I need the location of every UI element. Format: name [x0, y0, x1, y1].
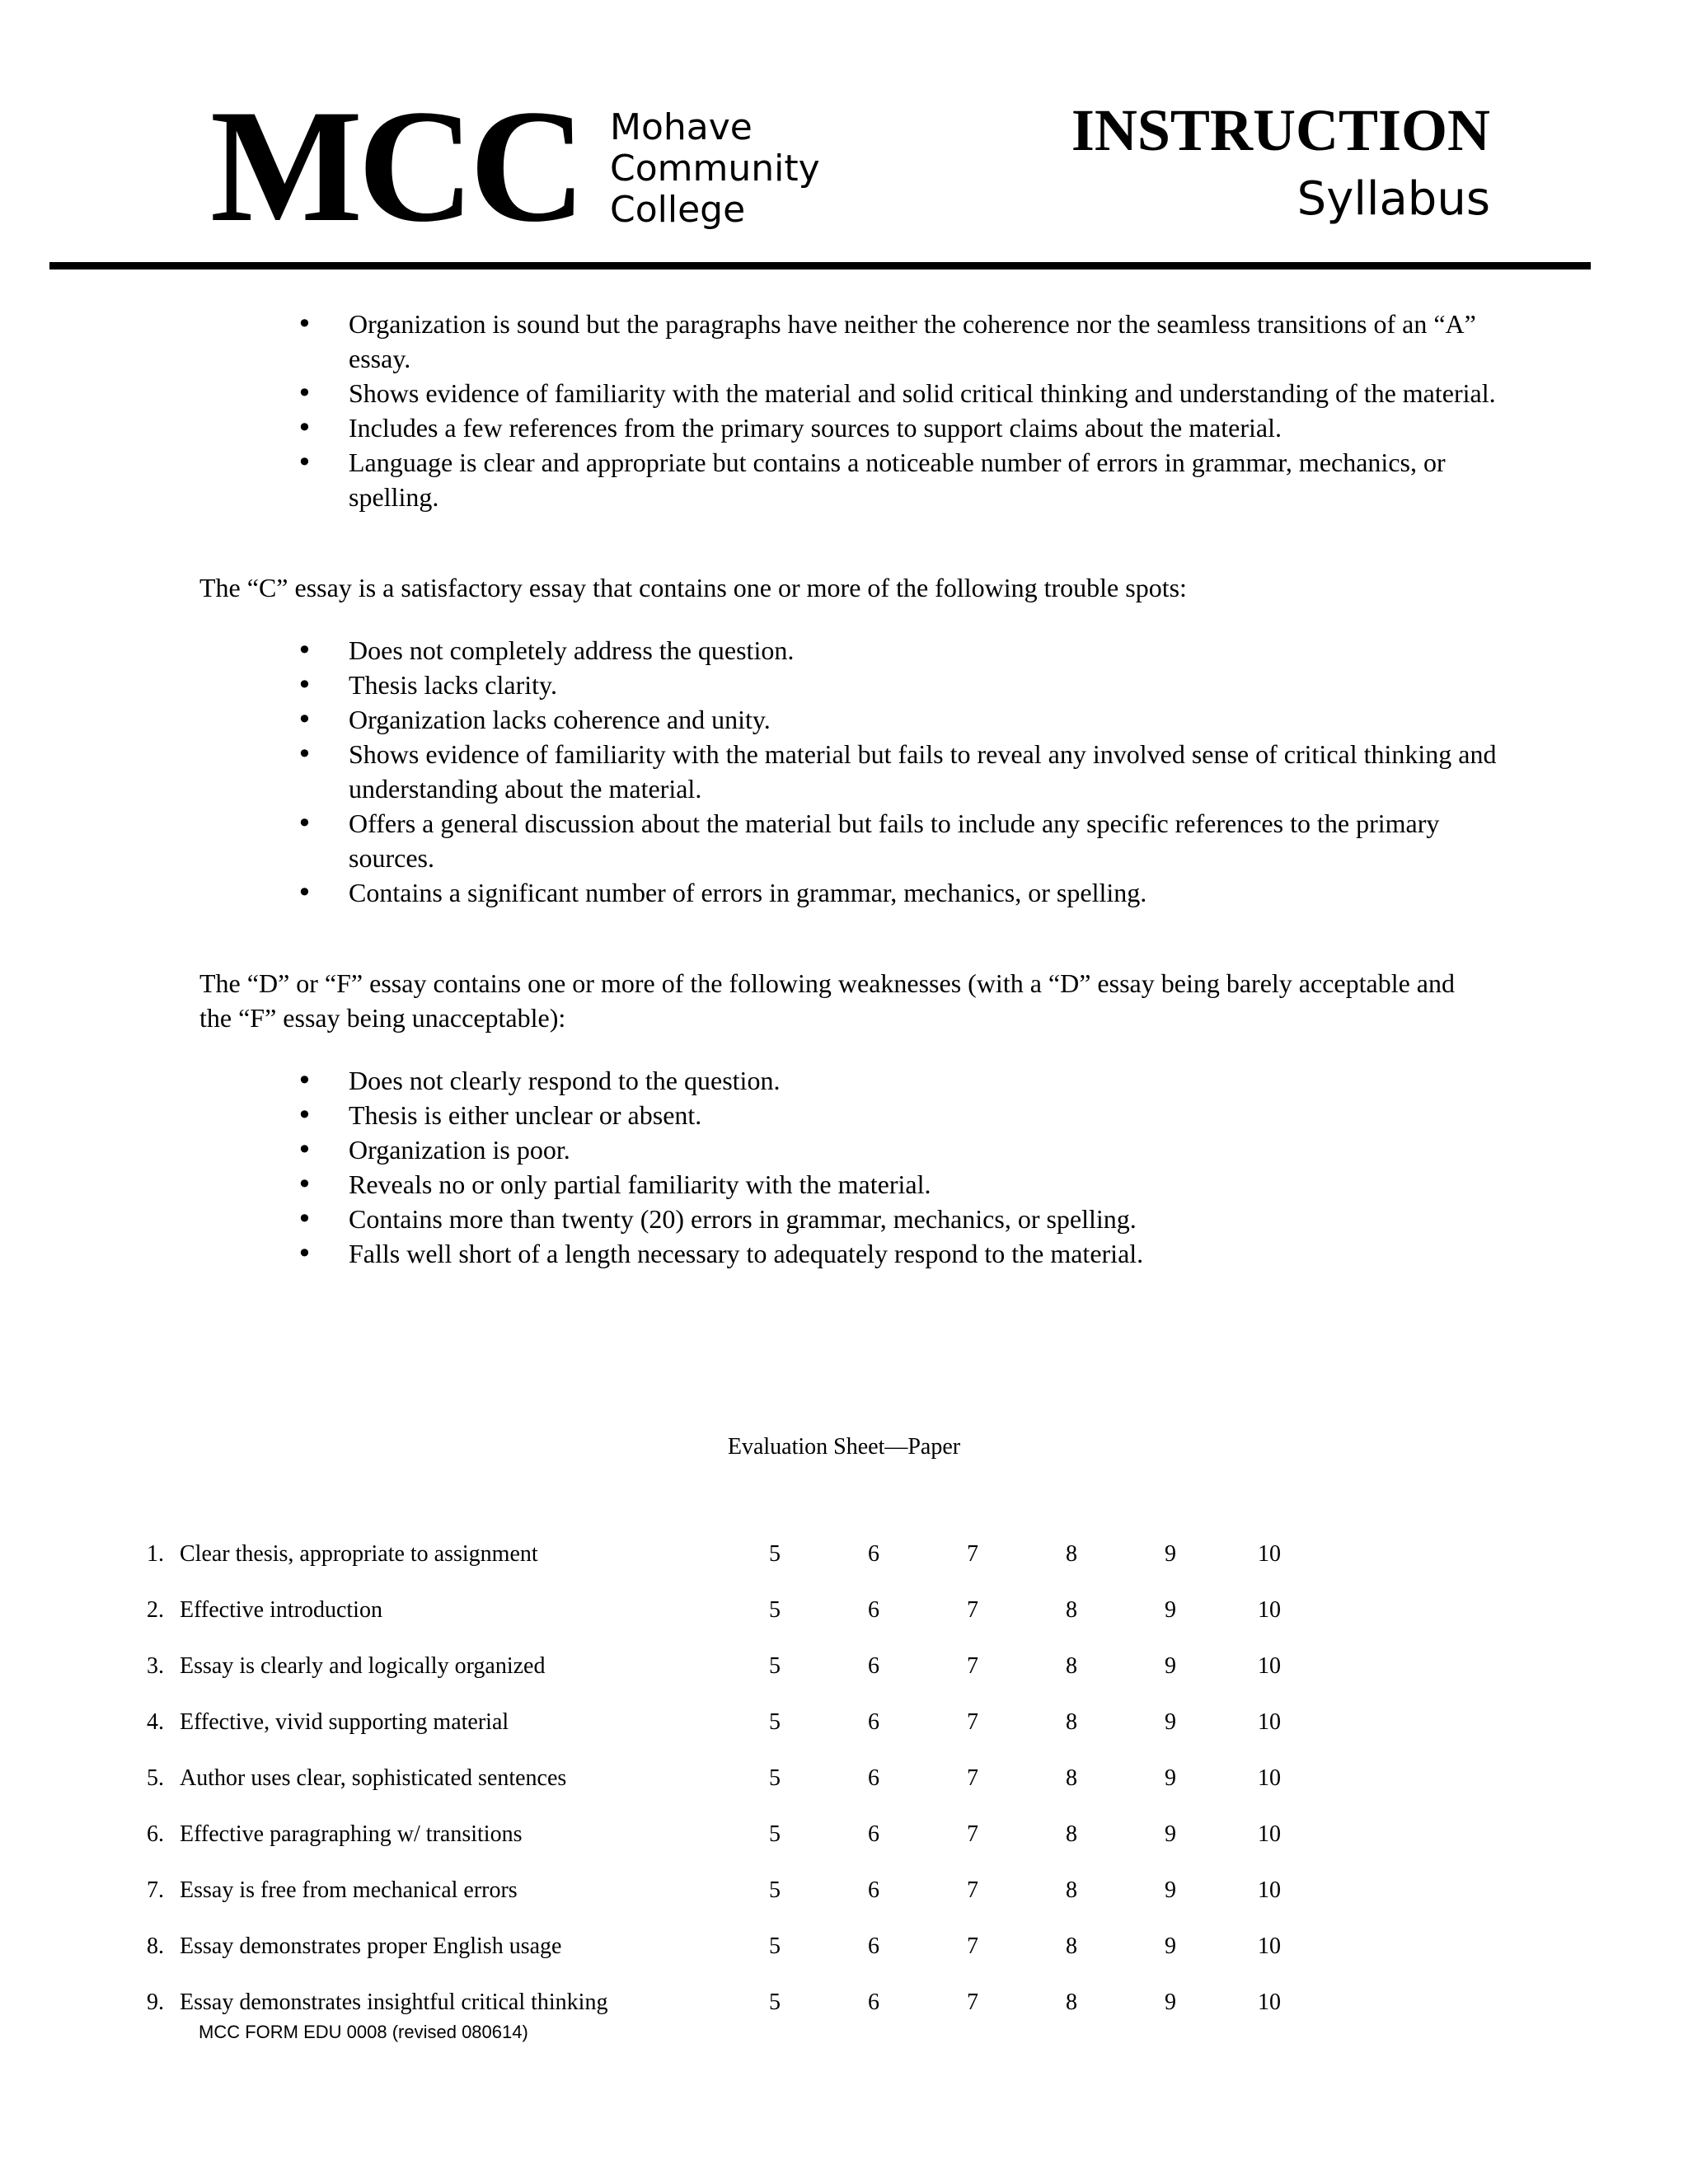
- b-criterion-item: [0, 410, 1500, 445]
- score-option: 7: [967, 1933, 978, 1959]
- score-option: 7: [967, 1709, 978, 1735]
- evaluation-item-label: Essay is free from mechanical errors: [180, 1877, 518, 1903]
- bullet-icon: •: [297, 1238, 312, 1269]
- score-option: 10: [1258, 1877, 1281, 1903]
- bullet-icon: •: [297, 877, 312, 908]
- score-option: 6: [868, 1709, 879, 1735]
- score-option: 8: [1066, 1541, 1077, 1567]
- b-criterion-text: Shows evidence of familiarity with the material and solid critical thinking and understanding of the material.: [349, 378, 1496, 408]
- evaluation-item-number: 1.: [147, 1541, 164, 1567]
- evaluation-item-label: Clear thesis, appropriate to assignment: [180, 1541, 538, 1567]
- c-criterion-item: [0, 633, 1500, 668]
- score-option: 6: [868, 1653, 879, 1679]
- df-criterion-item: [0, 1063, 1500, 1098]
- score-option: 8: [1066, 1765, 1077, 1791]
- score-option: 7: [967, 1821, 978, 1847]
- evaluation-item-number: 7.: [147, 1877, 164, 1903]
- score-option: 5: [769, 1597, 781, 1623]
- logo-name-line-1: Mohave: [610, 106, 753, 148]
- c-criterion-text: Does not completely address the question.: [349, 635, 795, 665]
- b-essay-criteria-list: [0, 307, 1500, 514]
- score-option: 9: [1165, 1933, 1176, 1959]
- df-essay-intro: The “D” or “F” essay contains one or more of the following weaknesses (with a “D” essay being barely acceptable and the “F” essay being unacceptable):: [199, 968, 1455, 1033]
- df-criterion-item: [0, 1098, 1500, 1132]
- score-option: 7: [967, 1597, 978, 1623]
- evaluation-row: [0, 1540, 1688, 1572]
- score-option: 8: [1066, 1821, 1077, 1847]
- bullet-icon: •: [297, 1134, 312, 1165]
- score-option: 5: [769, 1821, 781, 1847]
- score-option: 6: [868, 1597, 879, 1623]
- evaluation-item-number: 5.: [147, 1765, 164, 1791]
- bullet-icon: •: [297, 808, 312, 839]
- bullet-icon: •: [297, 412, 312, 443]
- score-option: 5: [769, 1709, 781, 1735]
- score-option: 5: [769, 1877, 781, 1903]
- score-option: 10: [1258, 1821, 1281, 1847]
- df-criterion-text: Thesis is either unclear or absent.: [349, 1100, 702, 1130]
- df-criterion-text: Contains more than twenty (20) errors in grammar, mechanics, or spelling.: [349, 1204, 1137, 1234]
- score-option: 7: [967, 1990, 978, 2015]
- score-option: 10: [1258, 1653, 1281, 1679]
- score-option: 8: [1066, 1877, 1077, 1903]
- df-criterion-item: [0, 1236, 1500, 1271]
- evaluation-item-number: 9.: [147, 1990, 164, 2015]
- evaluation-row: [0, 1596, 1688, 1629]
- c-criterion-text: Thesis lacks clarity.: [349, 670, 557, 700]
- score-option: 6: [868, 1541, 879, 1567]
- score-option: 9: [1165, 1765, 1176, 1791]
- evaluation-item-label: Essay demonstrates insightful critical thinking: [180, 1990, 608, 2015]
- b-criterion-text: Language is clear and appropriate but contains a noticeable number of errors in grammar, mechanics, or spelling.: [349, 448, 1446, 512]
- bullet-icon: •: [297, 308, 312, 340]
- c-criterion-text: Offers a general discussion about the material but fails to include any specific references to the primary sources.: [349, 808, 1440, 873]
- evaluation-item-label: Effective introduction: [180, 1597, 382, 1623]
- bullet-icon: •: [297, 1203, 312, 1235]
- header-divider: [49, 262, 1591, 269]
- evaluation-row: [0, 1876, 1688, 1909]
- score-option: 7: [967, 1765, 978, 1791]
- score-option: 10: [1258, 1597, 1281, 1623]
- b-criterion-text: Organization is sound but the paragraphs have neither the coherence nor the seamless transitions of an “A” essay.: [349, 309, 1476, 373]
- b-criterion-item: [0, 376, 1500, 410]
- score-option: 10: [1258, 1990, 1281, 2015]
- score-option: 6: [868, 1990, 879, 2015]
- evaluation-row: [0, 1652, 1688, 1685]
- score-option: 9: [1165, 1821, 1176, 1847]
- score-option: 10: [1258, 1933, 1281, 1959]
- bullet-icon: •: [297, 704, 312, 735]
- c-criterion-item: [0, 737, 1500, 806]
- logo-name-line-3: College: [610, 189, 746, 231]
- document-title: INSTRUCTION: [1071, 97, 1490, 163]
- evaluation-row: [0, 1988, 1688, 2021]
- evaluation-item-label: Essay demonstrates proper English usage: [180, 1933, 562, 1959]
- score-option: 6: [868, 1933, 879, 1959]
- evaluation-item-number: 2.: [147, 1597, 164, 1623]
- evaluation-row: [0, 1764, 1688, 1797]
- bullet-icon: •: [297, 635, 312, 666]
- logo-name-line-2: Community: [610, 148, 820, 190]
- score-option: 8: [1066, 1709, 1077, 1735]
- c-criterion-text: Organization lacks coherence and unity.: [349, 705, 771, 734]
- score-option: 7: [967, 1877, 978, 1903]
- c-criterion-text: Shows evidence of familiarity with the material but fails to reveal any involved sense of critical thinking and understanding about the material.: [349, 739, 1497, 804]
- bullet-icon: •: [297, 447, 312, 478]
- evaluation-item-label: Effective, vivid supporting material: [180, 1709, 509, 1735]
- c-essay-criteria-list: [0, 633, 1500, 910]
- score-option: 8: [1066, 1933, 1077, 1959]
- df-criterion-item: [0, 1202, 1500, 1236]
- evaluation-item-label: Essay is clearly and logically organized: [180, 1653, 546, 1679]
- bullet-icon: •: [297, 738, 312, 770]
- score-option: 9: [1165, 1597, 1176, 1623]
- form-identifier: MCC FORM EDU 0008 (revised 080614): [199, 2022, 528, 2042]
- c-criterion-item: [0, 806, 1500, 875]
- c-criterion-text: Contains a significant number of errors in grammar, mechanics, or spelling.: [349, 878, 1147, 907]
- evaluation-row: [0, 1708, 1688, 1741]
- score-option: 10: [1258, 1765, 1281, 1791]
- b-criterion-item: [0, 445, 1500, 514]
- score-option: 9: [1165, 1541, 1176, 1567]
- c-essay-intro: The “C” essay is a satisfactory essay that contains one or more of the following trouble spots:: [199, 573, 1187, 602]
- score-option: 6: [868, 1821, 879, 1847]
- score-option: 10: [1258, 1541, 1281, 1567]
- score-option: 10: [1258, 1709, 1281, 1735]
- document-subtitle: Syllabus: [1296, 172, 1490, 226]
- score-option: 9: [1165, 1709, 1176, 1735]
- score-option: 5: [769, 1653, 781, 1679]
- score-option: 6: [868, 1877, 879, 1903]
- bullet-icon: •: [297, 1169, 312, 1200]
- page-header: [0, 0, 1688, 272]
- score-option: 9: [1165, 1990, 1176, 2015]
- score-option: 5: [769, 1765, 781, 1791]
- evaluation-item-label: Effective paragraphing w/ transitions: [180, 1821, 523, 1847]
- df-essay-criteria-list: [0, 1063, 1500, 1271]
- score-option: 7: [967, 1653, 978, 1679]
- score-option: 5: [769, 1933, 781, 1959]
- bullet-icon: •: [297, 1099, 312, 1131]
- evaluation-row: [0, 1820, 1688, 1853]
- score-option: 7: [967, 1541, 978, 1567]
- c-criterion-item: [0, 875, 1500, 910]
- b-criterion-item: [0, 307, 1500, 376]
- b-criterion-text: Includes a few references from the primary sources to support claims about the material.: [349, 413, 1282, 443]
- evaluation-item-label: Author uses clear, sophisticated sentences: [180, 1765, 567, 1791]
- df-criterion-text: Organization is poor.: [349, 1135, 570, 1165]
- bullet-icon: •: [297, 1065, 312, 1096]
- evaluation-item-number: 3.: [147, 1653, 164, 1679]
- college-logo-mark: MCC: [210, 77, 582, 255]
- df-criterion-item: [0, 1167, 1500, 1202]
- df-criterion-text: Reveals no or only partial familiarity with the material.: [349, 1169, 931, 1199]
- score-option: 6: [868, 1765, 879, 1791]
- score-option: 8: [1066, 1990, 1077, 2015]
- evaluation-item-number: 6.: [147, 1821, 164, 1847]
- df-criterion-text: Falls well short of a length necessary to adequately respond to the material.: [349, 1239, 1144, 1268]
- college-logo-name: [610, 107, 820, 231]
- c-criterion-item: [0, 702, 1500, 737]
- evaluation-item-number: 4.: [147, 1709, 164, 1735]
- document-body: [0, 307, 1688, 1271]
- evaluation-sheet-title: Evaluation Sheet—Paper: [727, 1434, 961, 1460]
- score-option: 5: [769, 1541, 781, 1567]
- evaluation-item-number: 8.: [147, 1933, 164, 1959]
- score-option: 5: [769, 1990, 781, 2015]
- score-option: 8: [1066, 1653, 1077, 1679]
- df-criterion-text: Does not clearly respond to the question.: [349, 1066, 781, 1095]
- score-option: 9: [1165, 1877, 1176, 1903]
- bullet-icon: •: [297, 669, 312, 701]
- bullet-icon: •: [297, 377, 312, 409]
- evaluation-row: [0, 1932, 1688, 1965]
- c-criterion-item: [0, 668, 1500, 702]
- score-option: 9: [1165, 1653, 1176, 1679]
- df-criterion-item: [0, 1132, 1500, 1167]
- score-option: 8: [1066, 1597, 1077, 1623]
